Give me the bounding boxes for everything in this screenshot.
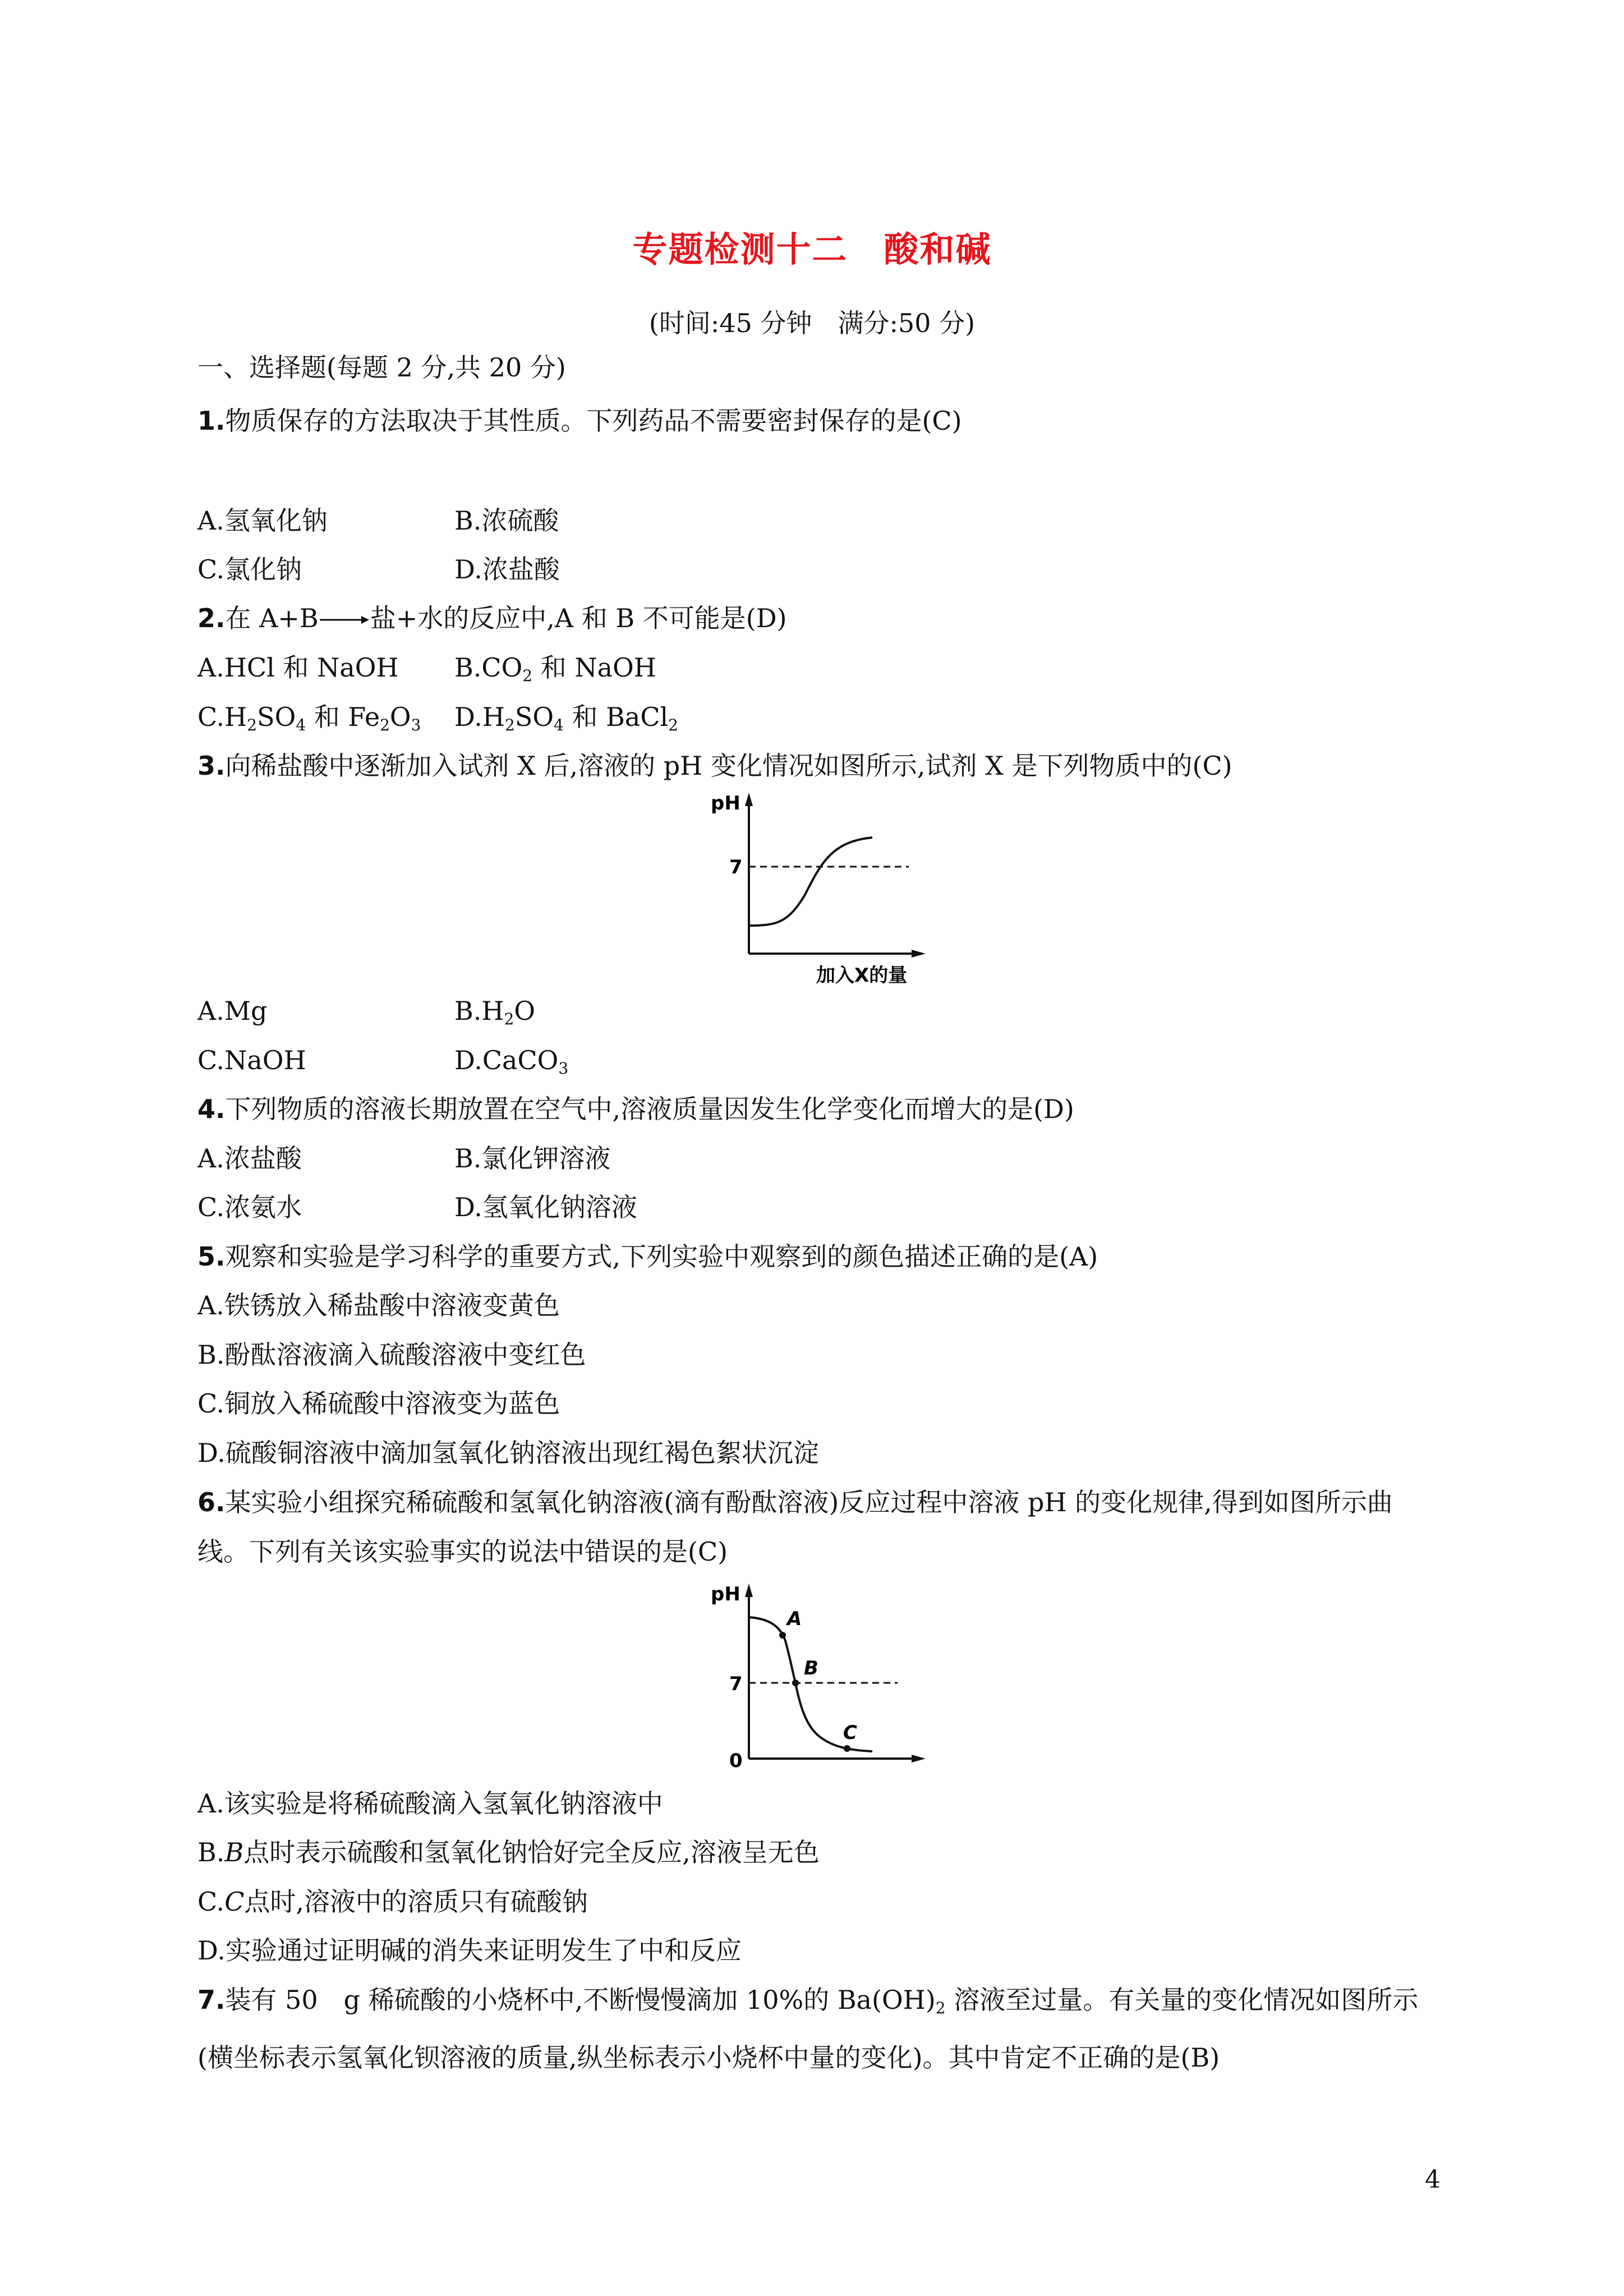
question-5 xyxy=(197,1240,1098,1273)
question-number: 1. xyxy=(197,406,226,436)
q6-option-d: D.实验通过证明碱的消失来证明发生了中和反应 xyxy=(197,1935,742,1966)
x-axis-label: 加入X的量 xyxy=(816,964,908,987)
question-number: 2. xyxy=(197,603,226,633)
question-text-pre: 装有 50 g 稀硫酸的小烧杯中,不断慢慢滴加 10%的 Ba(OH) xyxy=(225,1985,936,2015)
q1-option-a: A.氢氧化钠 xyxy=(197,505,328,536)
question-4 xyxy=(197,1092,1074,1126)
point-b-label: B xyxy=(804,1657,818,1680)
reaction-arrow-icon xyxy=(319,611,370,628)
question-text: 物质保存的方法取决于其性质。下列药品不需要密封保存的是(C) xyxy=(225,406,962,436)
point-c-label: C xyxy=(843,1722,857,1744)
ph-curve-figure-1 xyxy=(704,788,940,990)
section-heading: 一、选择题(每题 2 分,共 20 分) xyxy=(197,352,566,383)
question-number: 7. xyxy=(197,1985,226,2015)
question-1 xyxy=(197,404,962,438)
q2-option-d: $D.H_2SO_4$ 和 BaCl$_2$ xyxy=(454,702,679,734)
q3-option-c: C.NaOH xyxy=(197,1045,306,1075)
question-text-post: 盐+水的反应中,A 和 B 不可能是(D) xyxy=(370,603,787,633)
q2-option-b: $B.CO_2$ 和 NaOH xyxy=(454,652,656,685)
ph-curve xyxy=(749,838,872,926)
point-c-marker xyxy=(844,1745,850,1752)
exam-info: (时间:45 分钟 满分:50 分) xyxy=(648,308,976,338)
q2-option-c: $C.H_2SO_4$ 和 $Fe_2O_3$ xyxy=(197,702,421,734)
question-6 xyxy=(197,1478,1432,1576)
q2-option-a: A.HCl 和 NaOH xyxy=(197,652,399,683)
question-number: 4. xyxy=(197,1094,226,1124)
question-number: 3. xyxy=(197,751,226,781)
question-2 xyxy=(197,601,787,635)
y-axis-label: pH xyxy=(711,792,740,815)
question-text: 向稀盐酸中逐渐加入试剂 X 后,溶液的 pH 变化情况如图所示,试剂 X 是下列物质中的(C) xyxy=(225,751,1232,781)
q5-option-d: D.硫酸铜溶液中滴加氢氧化钠溶液出现红褐色絮状沉淀 xyxy=(197,1438,819,1468)
tick-7: 7 xyxy=(729,856,743,878)
page-title: 专题检测十二 酸和碱 xyxy=(632,229,992,270)
y-axis-label: pH xyxy=(711,1583,740,1605)
q6-option-c: C.C点时,溶液中的溶质只有硫酸钠 xyxy=(197,1887,588,1917)
y-axis-arrow-icon xyxy=(745,1584,753,1597)
q4-option-d: D.氢氧化钠溶液 xyxy=(454,1192,637,1222)
point-a-label: A xyxy=(787,1608,802,1630)
q3-option-d: D.CaCO$_3$ xyxy=(454,1045,569,1078)
question-number: 5. xyxy=(197,1241,226,1272)
q6-option-b: B.B点时表示硫酸和氢氧化钠恰好完全反应,溶液呈无色 xyxy=(197,1837,820,1867)
tick-7: 7 xyxy=(729,1673,743,1695)
q1-option-d: D.浓盐酸 xyxy=(454,554,560,585)
origin-label: 0 xyxy=(729,1750,743,1772)
question-3 xyxy=(197,749,1232,783)
point-a-marker xyxy=(779,1632,786,1639)
q5-option-a: A.铁锈放入稀盐酸中溶液变黄色 xyxy=(197,1290,560,1320)
q4-option-b: B.氯化钾溶液 xyxy=(454,1143,611,1174)
point-b-marker xyxy=(792,1680,799,1686)
q1-option-b: B.浓硫酸 xyxy=(454,505,559,536)
q5-option-b: B.酚酞溶液滴入硫酸溶液中变红色 xyxy=(197,1340,586,1370)
question-text: 观察和实验是学习科学的重要方式,下列实验中观察到的颜色描述正确的是(A) xyxy=(225,1241,1098,1272)
question-text: 某实验小组探究稀硫酸和氢氧化钠溶液(滴有酚酞溶液)反应过程中溶液 pH 的变化规律,得到如图所示曲线。下列有关该实验事实的说法中错误的是(C) xyxy=(197,1487,1393,1567)
q1-option-c: C.氯化钠 xyxy=(197,554,302,585)
ph-curve-figure-2 xyxy=(704,1579,940,1781)
page-number: 4 xyxy=(1425,2165,1441,2194)
x-axis-arrow-icon xyxy=(912,950,926,958)
q6-option-a: A.该实验是将稀硫酸滴入氢氧化钠溶液中 xyxy=(197,1788,663,1819)
x-axis-arrow-icon xyxy=(912,1755,926,1763)
question-text: 下列物质的溶液长期放置在空气中,溶液质量因发生化学变化而增大的是(D) xyxy=(225,1094,1074,1124)
question-text-pre: 在 A+B xyxy=(225,603,319,633)
y-axis-arrow-icon xyxy=(745,793,753,806)
question-7: 7.装有 50 g 稀硫酸的小烧杯中,不断慢慢滴加 10%的 $Ba(OH)_2$ 溶液至过量。有关量的变化情况如图所示(横坐标表示氢氧化钡溶液的质量,纵坐标表示小烧杯中量的变化)。其中肯定不正确的是(B) xyxy=(197,1985,1419,2073)
q3-option-b: $B.H_2O$ xyxy=(454,996,536,1028)
q4-option-c: C.浓氨水 xyxy=(197,1192,302,1222)
q5-option-c: C.铜放入稀硫酸中溶液变为蓝色 xyxy=(197,1388,560,1419)
q4-option-a: A.浓盐酸 xyxy=(197,1143,302,1174)
question-number: 6. xyxy=(197,1487,226,1517)
q3-option-a: A.Mg xyxy=(197,996,268,1026)
question-text-post: 溶液至过量。有关量的变化情况如图所示(横坐标表示氢氧化钡溶液的质量,纵坐标表示小烧杯中量的变化)。其中肯定不正确的是(B) xyxy=(197,1985,1419,2073)
